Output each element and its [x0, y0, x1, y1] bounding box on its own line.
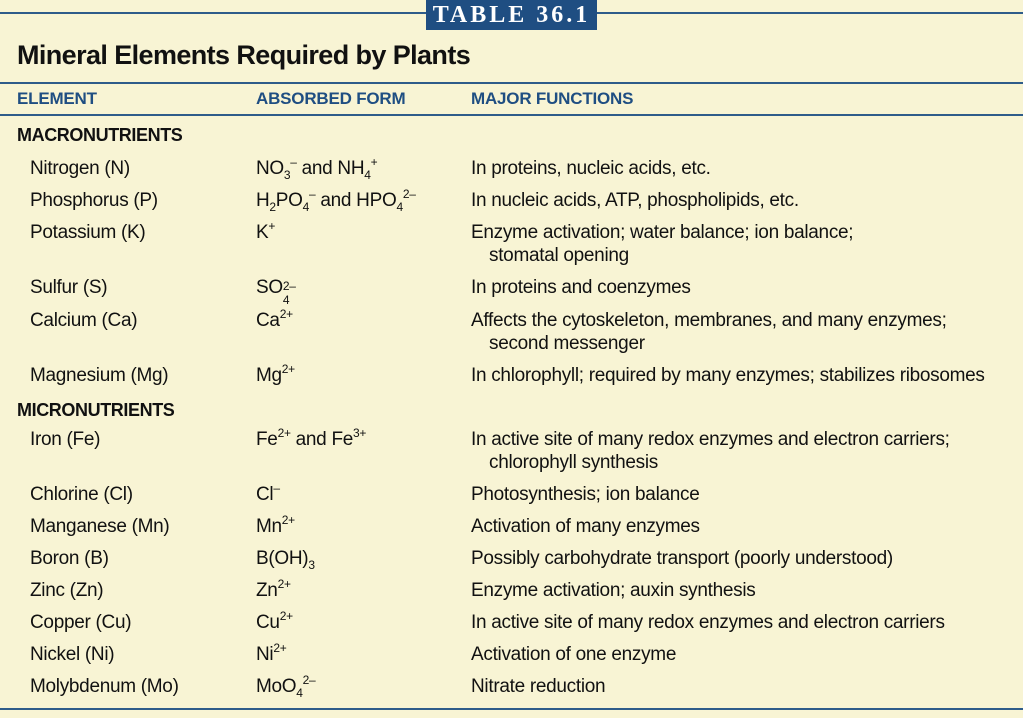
header-major-functions: MAJOR FUNCTIONS — [471, 89, 634, 108]
form-nickel: $Ni^{2+}$ — [256, 641, 287, 665]
function-magnesium: In chlorophyll; required by many enzymes; stabilizes ribosomes — [471, 365, 985, 386]
form-nitrogen: $NO_3^-$ and $NH_4^+$ — [256, 155, 378, 182]
element-copper: Copper (Cu) — [30, 612, 132, 633]
element-phosphorus: Phosphorus (P) — [30, 190, 158, 211]
function-nickel: Activation of one enzyme — [471, 644, 677, 665]
element-zinc: Zinc (Zn) — [30, 580, 104, 601]
form-sulfur: SO 2– 4 — [256, 277, 296, 307]
function-iron: In active site of many redox enzymes and electron carriers; chlorophyll synthesis — [471, 429, 950, 473]
form-calcium: $Ca^{2+}$ — [256, 307, 293, 331]
element-nickel: Nickel (Ni) — [30, 644, 115, 665]
table-bottom-rule — [0, 708, 1023, 710]
function-boron: Possibly carbohydrate transport (poorly understood) — [471, 548, 893, 569]
form-zinc: $Zn^{2+}$ — [256, 577, 291, 601]
form-magnesium: $Mg^{2+}$ — [256, 362, 295, 386]
form-chlorine: Cl– — [256, 481, 280, 505]
form-molybdenum: MoO$_4^{2-}$ — [256, 673, 316, 700]
section-macronutrients: MACRONUTRIENTS — [17, 125, 183, 145]
header-element: ELEMENT — [17, 89, 97, 108]
element-boron: Boron (B) — [30, 548, 109, 569]
header-absorbed-form: ABSORBED FORM — [256, 89, 406, 108]
header-top-rule — [0, 82, 1023, 84]
element-calcium: Calcium (Ca) — [30, 310, 138, 331]
function-nitrogen: In proteins, nucleic acids, etc. — [471, 158, 711, 179]
function-molybdenum: Nitrate reduction — [471, 676, 606, 697]
function-copper: In active site of many redox enzymes and electron carriers — [471, 612, 945, 633]
function-calcium: Affects the cytoskeleton, membranes, and many enzymes; second messenger — [471, 310, 947, 354]
function-manganese: Activation of many enzymes — [471, 516, 700, 537]
function-phosphorus: In nucleic acids, ATP, phospholipids, etc. — [471, 190, 799, 211]
element-manganese: Manganese (Mn) — [30, 516, 170, 537]
form-boron: $B(OH)_3$ — [256, 548, 315, 572]
form-manganese: $Mn^{2+}$ — [256, 513, 295, 537]
form-phosphorus: $H_2PO_4^-$ and $HPO_4^{2-}$ — [256, 187, 416, 214]
element-molybdenum: Molybdenum (Mo) — [30, 676, 179, 697]
header-bottom-rule — [0, 114, 1023, 116]
table-title: Mineral Elements Required by Plants — [17, 40, 471, 70]
table-number-tag: TABLE 36.1 — [426, 0, 597, 30]
element-magnesium: Magnesium (Mg) — [30, 365, 169, 386]
function-sulfur: In proteins and coenzymes — [471, 277, 691, 298]
element-chlorine: Chlorine (Cl) — [30, 484, 133, 505]
function-chlorine: Photosynthesis; ion balance — [471, 484, 700, 505]
element-iron: Iron (Fe) — [30, 429, 101, 450]
function-zinc: Enzyme activation; auxin synthesis — [471, 580, 756, 601]
element-potassium: Potassium (K) — [30, 222, 146, 243]
form-copper: $Cu^{2+}$ — [256, 609, 293, 633]
element-sulfur: Sulfur (S) — [30, 277, 108, 298]
element-nitrogen: Nitrogen (N) — [30, 158, 130, 179]
section-micronutrients: MICRONUTRIENTS — [17, 400, 175, 420]
form-potassium: K+ — [256, 219, 276, 243]
function-potassium: Enzyme activation; water balance; ion balance; stomatal opening — [471, 222, 854, 266]
form-iron: $Fe^{2+}$ and $Fe^{3+}$ — [256, 426, 367, 450]
